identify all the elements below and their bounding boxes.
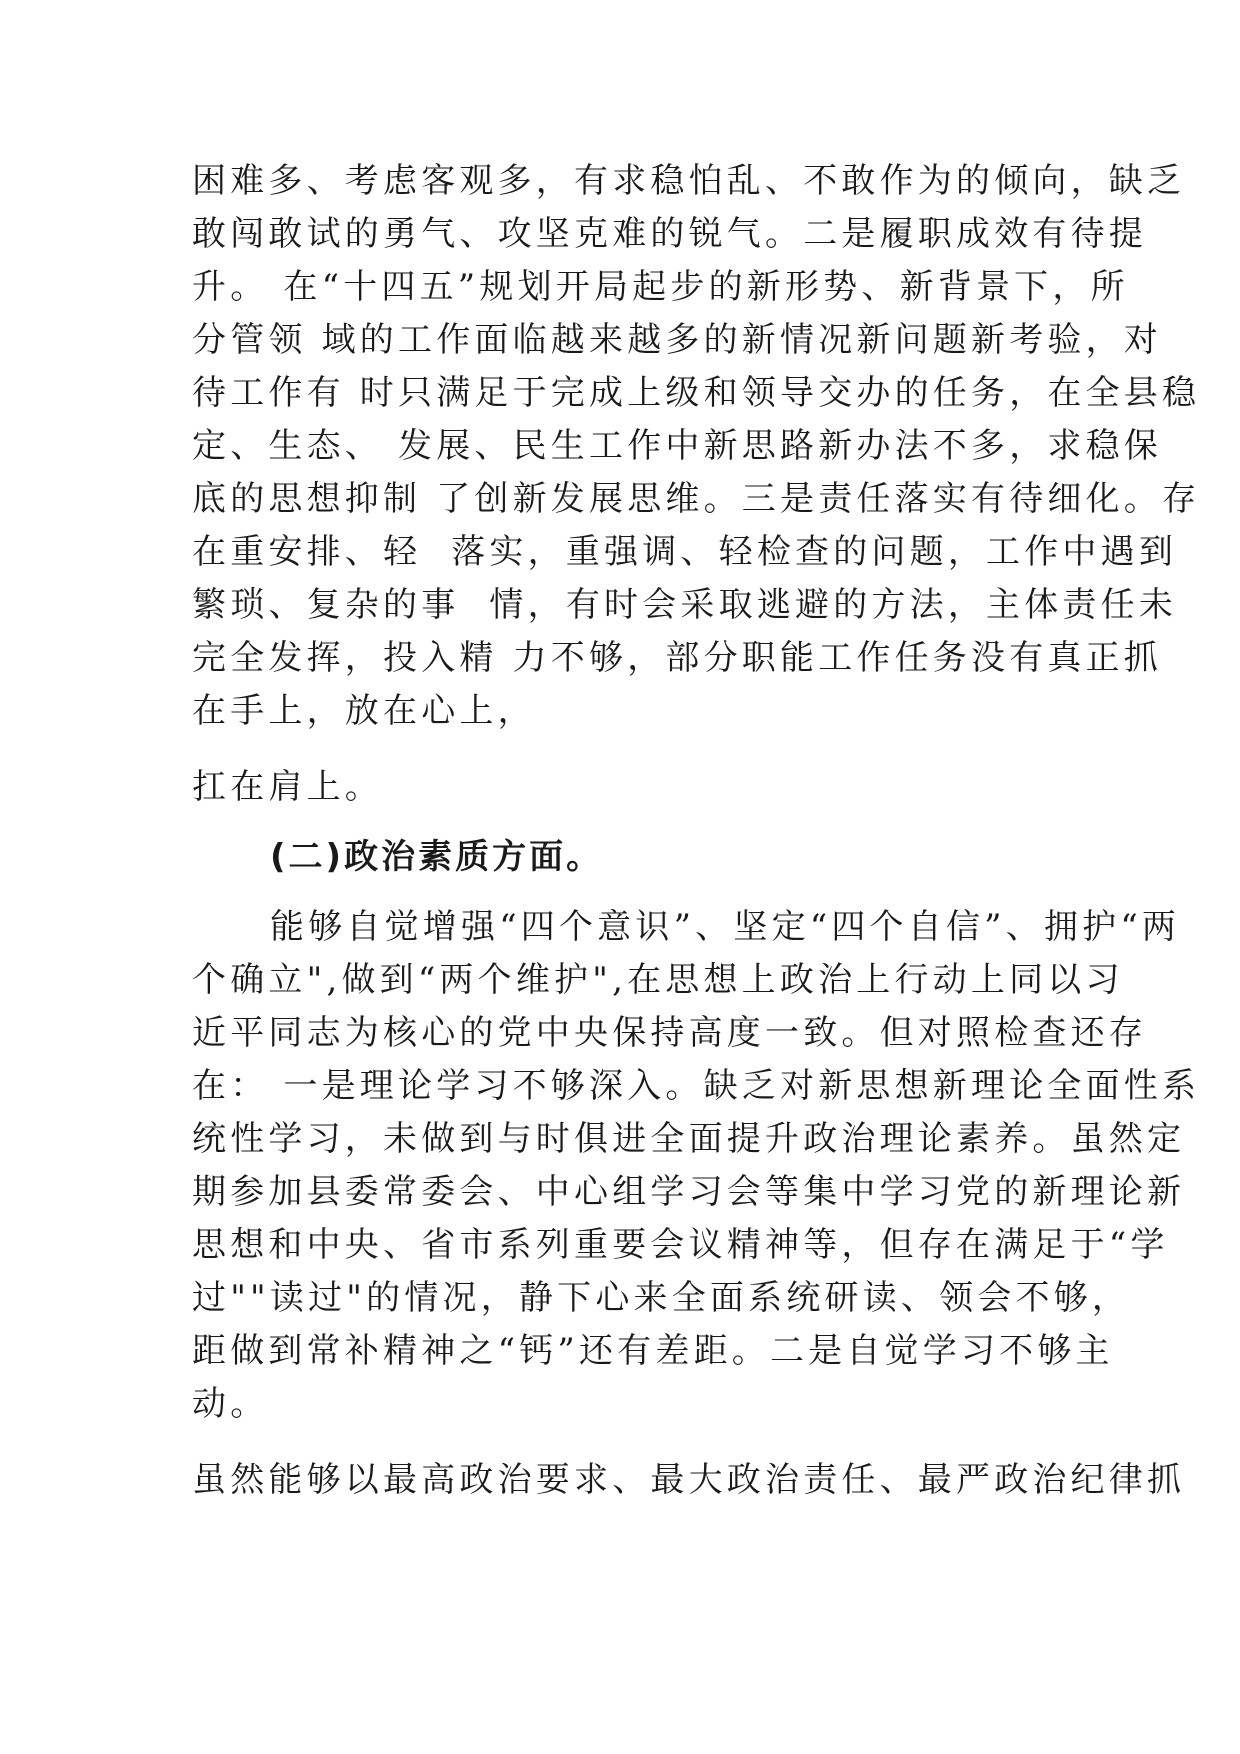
text-line: 统性学习，未做到与时俱进全面提升政治理论素养。虽然定 (192, 1119, 1186, 1159)
text-line: 期参加县委常委会、中心组学习会等集中学习党的新理论新 (192, 1172, 1186, 1212)
text-line: 能够自觉增强“四个意识”、坚定“四个自信”、拥护“两 (270, 907, 1181, 947)
text-line: 动。 (192, 1384, 269, 1424)
text-line: 在： 一是理论学习不够深入。缺乏对新思想新理论全面性系 (192, 1066, 1201, 1106)
text-line: 分管领 域的工作面临越来越多的新情况新问题新考验，对 (192, 320, 1163, 360)
text-line: 升。 在“十四五”规划开局起步的新形势、新背景下，所 (192, 267, 1129, 307)
section-heading: (二)政治素质方面。 (270, 837, 604, 877)
text-line: 底的思想抑制 了创新发展思维。三是责任落实有待细化。存 (192, 479, 1201, 519)
text-line: 距做到常补精神之“钙”还有差距。二是自觉学习不够主 (192, 1331, 1114, 1371)
text-line: 虽然能够以最高政治要求、最大政治责任、最严政治纪律抓 (192, 1460, 1186, 1500)
text-line: 在重安排、轻 落实，重强调、轻检查的问题，工作中遇到 (192, 532, 1178, 572)
text-line: 困难多、考虑客观多，有求稳怕乱、不敢作为的倾向，缺乏 (192, 161, 1186, 201)
text-line: 待工作有 时只满足于完成上级和领导交办的任务，在全县稳 (192, 373, 1201, 413)
text-line: 扛在肩上。 (192, 767, 383, 807)
text-line: 完全发挥，投入精 力不够，部分职能工作任务没有真正抓 (192, 638, 1163, 678)
text-line: 思想和中央、省市系列重要会议精神等，但存在满足于“学 (192, 1225, 1169, 1265)
text-line: 近平同志为核心的党中央保持高度一致。但对照检查还存 (192, 1013, 1147, 1053)
text-line: 过""读过"的情况，静下心来全面系统研读、领会不够， (192, 1278, 1131, 1318)
text-line: 个确立",做到“两个维护",在思想上政治上行动上同以习 (192, 960, 1124, 1000)
text-line: 定、生态、 发展、民生工作中新思路新办法不多，求稳保 (192, 426, 1163, 466)
text-line: 在手上，放在心上， (192, 691, 536, 731)
text-line: 繁琐、复杂的事 情，有时会采取逃避的方法，主体责任未 (192, 585, 1178, 625)
text-line: 敢闯敢试的勇气、攻坚克难的锐气。二是履职成效有待提 (192, 214, 1147, 254)
